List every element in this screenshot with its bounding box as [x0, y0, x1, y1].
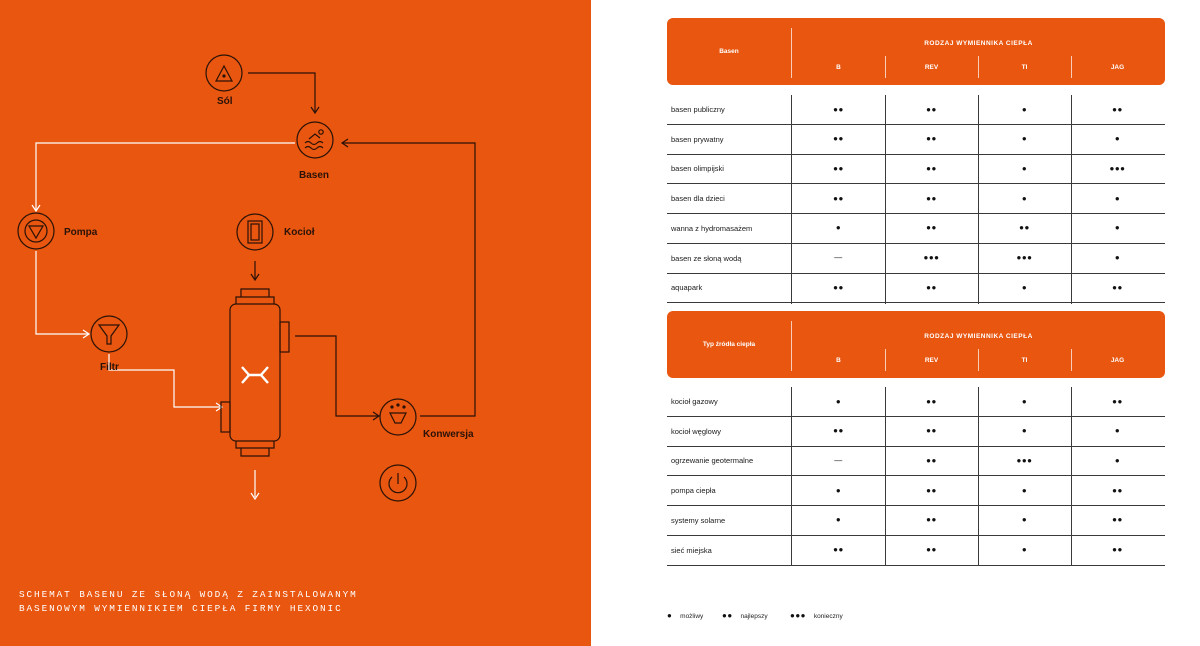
- drop-rating-icon: —: [834, 455, 843, 465]
- table-cell: [885, 184, 978, 213]
- line-pompa-filtr: [36, 251, 88, 334]
- legend-item: [667, 612, 703, 620]
- drop-rating-icon: ●●●: [1109, 163, 1126, 173]
- table-cell: [978, 536, 1071, 565]
- drop-rating-icon: ●●: [926, 426, 937, 436]
- table-cell: [792, 95, 885, 124]
- row-label: wanna z hydromasażem: [671, 223, 753, 233]
- drop-rating-icon: ●: [1021, 193, 1028, 203]
- table-cell: [978, 154, 1071, 183]
- table-cell: [1071, 125, 1164, 154]
- label-konwersja: Konwersja: [423, 429, 474, 440]
- table-cell: [1071, 273, 1164, 302]
- table-cell: [978, 446, 1071, 475]
- table-cell: [792, 184, 885, 213]
- drop-rating-icon: ●●: [1112, 396, 1123, 406]
- side-header: Typ źródła ciepła: [702, 341, 756, 348]
- drop-rating-icon: ●: [835, 515, 842, 525]
- drop-icon: ●: [667, 611, 673, 620]
- caption-line-1: SCHEMAT BASENU ZE SŁONĄ WODĄ Z ZAINSTALOWANYM: [19, 589, 358, 600]
- line-basen-pompa: [36, 143, 295, 210]
- table-row: [667, 446, 1165, 476]
- table-cell: [1071, 417, 1164, 446]
- drop-rating-icon: ●: [1114, 455, 1121, 465]
- drop-rating-icon: ●●: [926, 104, 937, 114]
- table-row: [667, 244, 1165, 274]
- drop-rating-icon: ●●: [1112, 515, 1123, 525]
- drop-rating-icon: ●●: [926, 485, 937, 495]
- drop-rating-icon: ●●: [1112, 282, 1123, 292]
- drop-rating-icon: ●●: [926, 223, 937, 233]
- drop-rating-icon: ●: [1021, 396, 1028, 406]
- drop-rating-icon: ●: [1021, 515, 1028, 525]
- row-label: pompa ciepła: [671, 486, 716, 496]
- row-label: basen publiczny: [671, 105, 725, 114]
- drop-rating-icon: ●●: [1112, 104, 1123, 114]
- table-cell: [978, 95, 1071, 124]
- table-cell: [885, 536, 978, 565]
- table-cell: [978, 125, 1071, 154]
- table-row: [667, 184, 1165, 214]
- table-cell: [1071, 154, 1164, 183]
- kociol-icon: [237, 214, 273, 250]
- heat-exchanger-icon: [221, 289, 289, 456]
- table-row: [667, 536, 1165, 566]
- drop-rating-icon: ●: [1114, 253, 1121, 262]
- table-cell: [978, 417, 1071, 446]
- drop-rating-icon: ●●●: [1016, 253, 1033, 262]
- row-label: kocioł węglowy: [671, 426, 722, 436]
- table-cell: [1071, 95, 1164, 124]
- table-cell: [885, 446, 978, 475]
- table-cell: [792, 244, 885, 273]
- legend-label: konieczny: [813, 613, 843, 620]
- drop-rating-icon: ●: [835, 485, 842, 495]
- table-cell: [885, 154, 978, 183]
- table-row: [667, 125, 1165, 155]
- legend-item: [790, 612, 843, 620]
- table-cell: [885, 125, 978, 154]
- row-label: sieć miejska: [671, 545, 712, 555]
- drop-rating-icon: ●: [1114, 134, 1121, 144]
- table-row: [667, 273, 1165, 303]
- col-header: TI: [1021, 64, 1028, 71]
- table-cell: [792, 476, 885, 505]
- col-header: B: [836, 64, 841, 71]
- legend-label: najlepszy: [740, 613, 768, 620]
- table-cell: [1071, 184, 1164, 213]
- table-cell: [792, 506, 885, 535]
- drop-rating-icon: ●●: [833, 104, 844, 114]
- drop-rating-icon: ●●: [833, 545, 844, 554]
- table-cell: [978, 184, 1071, 213]
- table-cell: [1071, 387, 1164, 416]
- drop-rating-icon: ●●: [926, 455, 937, 465]
- drop-rating-icon: ●●: [833, 163, 844, 173]
- drop-rating-icon: ●: [1021, 104, 1028, 114]
- table-cell: [792, 387, 885, 416]
- row-label: systemy solarne: [671, 515, 726, 525]
- table-cell: [978, 273, 1071, 302]
- line-konwersja-basen: [342, 143, 475, 416]
- table-cell: [792, 446, 885, 475]
- label-sol: Sól: [217, 96, 233, 107]
- table-cell: [885, 417, 978, 446]
- drop-icon: ●●●: [790, 611, 806, 620]
- table-cell: [885, 506, 978, 535]
- drop-rating-icon: ●●: [926, 163, 937, 173]
- table-row: [667, 417, 1165, 447]
- table-cell: [1071, 536, 1164, 565]
- group-header: RODZAJ WYMIENNIKA CIEPŁA: [924, 40, 1033, 47]
- sol-icon: [206, 55, 242, 91]
- table-cell: [1071, 446, 1164, 475]
- table-pool-types: [667, 18, 1165, 308]
- table-cell: [885, 95, 978, 124]
- row-label: basen ze słoną wodą: [671, 253, 742, 263]
- label-basen: Basen: [299, 170, 330, 181]
- table-cell: [1071, 214, 1164, 243]
- row-label: basen prywatny: [671, 134, 724, 144]
- drop-rating-icon: ●●: [833, 134, 844, 144]
- drop-rating-icon: ●●: [926, 282, 937, 292]
- drop-rating-icon: ●: [1021, 134, 1028, 144]
- drop-rating-icon: ●●: [833, 193, 844, 203]
- drop-rating-icon: ●●: [833, 426, 844, 436]
- table-cell: [978, 214, 1071, 243]
- table-cell: [885, 476, 978, 505]
- basen-icon: [297, 122, 333, 158]
- line-filtr-exchanger: [109, 354, 221, 407]
- drop-icon: ●●: [722, 611, 733, 620]
- filtr-icon: [91, 316, 127, 352]
- table-header: [667, 311, 1165, 378]
- drop-rating-icon: ●●: [926, 134, 937, 144]
- side-header: Basen: [719, 48, 739, 55]
- table-cell: [885, 244, 978, 273]
- col-header: JAG: [1110, 357, 1125, 364]
- table-header: [667, 18, 1165, 85]
- drop-rating-icon: ●: [1114, 193, 1121, 203]
- table-cell: [1071, 244, 1164, 273]
- table-cell: [792, 154, 885, 183]
- table-row: [667, 476, 1165, 506]
- col-header: REV: [924, 357, 939, 364]
- table-cell: [978, 476, 1071, 505]
- table-row: [667, 387, 1165, 417]
- table-cell: [1071, 506, 1164, 535]
- table-row: [667, 95, 1165, 125]
- drop-rating-icon: ●: [1021, 485, 1028, 495]
- drop-rating-icon: —: [834, 253, 843, 262]
- drop-rating-icon: ●●: [1019, 223, 1030, 233]
- diagram-panel: [0, 0, 591, 646]
- legend-item: [722, 612, 768, 620]
- row-label: kocioł gazowy: [671, 397, 718, 406]
- drop-rating-icon: ●●●: [923, 253, 940, 262]
- table-cell: [792, 214, 885, 243]
- drop-rating-icon: ●: [835, 223, 842, 233]
- diagram-caption: [19, 588, 358, 616]
- drop-rating-icon: ●●: [926, 193, 937, 203]
- table-cell: [1071, 476, 1164, 505]
- table-cell: [978, 387, 1071, 416]
- drop-rating-icon: ●: [1021, 282, 1028, 292]
- drop-rating-icon: ●●●: [1016, 455, 1033, 465]
- table-cell: [978, 506, 1071, 535]
- table-cell: [885, 273, 978, 302]
- drop-rating-icon: ●: [835, 396, 842, 406]
- drop-rating-icon: ●: [1114, 426, 1121, 436]
- row-label: aquapark: [671, 283, 703, 293]
- legend-label: możliwy: [680, 613, 704, 620]
- drop-rating-icon: ●●: [926, 515, 937, 525]
- drop-rating-icon: ●●: [1112, 545, 1123, 554]
- table-row: [667, 214, 1165, 244]
- table-cell: [978, 244, 1071, 273]
- drop-rating-icon: ●: [1021, 545, 1028, 554]
- drop-rating-icon: ●: [1021, 426, 1028, 436]
- col-header: JAG: [1110, 64, 1125, 71]
- label-kociol: Kocioł: [284, 227, 315, 238]
- label-filtr: Filtr: [100, 362, 119, 373]
- caption-line-2: BASENOWYM WYMIENNIKIEM CIEPŁA FIRMY HEXONIC: [19, 603, 343, 614]
- table-cell: [885, 214, 978, 243]
- table-heat-sources: [667, 311, 1165, 571]
- table-cell: [885, 387, 978, 416]
- table-cell: [792, 273, 885, 302]
- drop-rating-icon: ●●: [926, 396, 937, 406]
- table-row: [667, 154, 1165, 184]
- pompa-icon: [18, 213, 54, 249]
- table-cell: [792, 417, 885, 446]
- group-header: RODZAJ WYMIENNIKA CIEPŁA: [924, 333, 1033, 340]
- table-cell: [792, 125, 885, 154]
- line-exchanger-konwersja: [295, 336, 378, 416]
- line-sol-basen: [248, 73, 315, 112]
- label-pompa: Pompa: [64, 227, 98, 238]
- col-header: TI: [1021, 357, 1028, 364]
- drop-rating-icon: ●: [1021, 163, 1028, 173]
- row-label: basen dla dzieci: [671, 194, 725, 204]
- drop-rating-icon: ●●: [1112, 485, 1123, 495]
- drop-rating-icon: ●●: [926, 545, 937, 554]
- row-label: basen olimpijski: [671, 164, 724, 174]
- table-row: [667, 506, 1165, 536]
- pool-system-diagram: [0, 0, 591, 646]
- drop-rating-icon: ●: [1114, 223, 1121, 233]
- drop-rating-icon: ●●: [833, 282, 844, 292]
- col-header: REV: [924, 64, 939, 71]
- col-header: B: [836, 357, 841, 364]
- row-label: ogrzewanie geotermalne: [671, 456, 754, 466]
- table-cell: [792, 536, 885, 565]
